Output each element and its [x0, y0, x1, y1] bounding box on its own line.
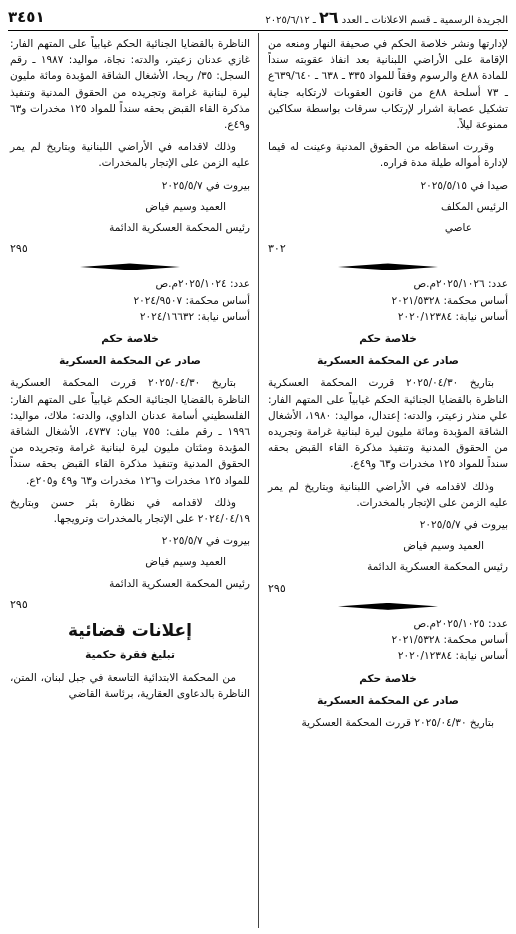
column-divider: [258, 33, 259, 928]
notice-ref: عدد: ٢٠٢٥/١٠٢٥م.ص: [413, 617, 508, 630]
signature-title: رئيس المحكمة العسكرية الدائمة: [109, 577, 250, 590]
header-publication: الجريدة الرسمية ـ قسم الاعلانات ـ العدد: [341, 14, 508, 26]
notice-text: من المحكمة الابتدائية التاسعة في جبل لبنان، المتن، الناظرة بالدعاوى العقارية، برئاسة القاضي: [10, 671, 250, 700]
separator: [10, 263, 250, 270]
signature-place-date: بيروت في ٢٠٢٥/٥/٧: [161, 535, 250, 548]
notice-subheading: صادر عن المحكمة العسكرية: [317, 355, 459, 368]
diamond-ornament: [338, 603, 438, 610]
notice-text: بتاريخ ٢٠٢٥/٠٤/٣٠ قررت المحكمة العسكرية الناظرة بالقضايا الجنائية الحكم غيابياً على المتهم الفار: الفلسطيني أسامة عدنان الداوي، والدته: ملاك، مواليد: ١٩٩٦ ـ رقم ملف: ٧٥٥ بيان: ٤٧٣٧، الأشغال الشاقة المؤبدة ومئتان مليون ليرة لبنانية غرامة وتجريده من الحقوق المدنية وتنفيذ مذكرة القاء القبض بحقه سنداً للمواد ١٢٥ مخدرات و١٢٦ مخدرات و٦٣ و٤٩ و٢٠٥ع.: [10, 377, 251, 487]
notice-text: بتاريخ ٢٠٢٥/٠٤/٣٠ قررت المحكمة العسكرية: [301, 716, 494, 729]
court-base: أساس محكمة: ٢٠٢٤/٩٥٠٧: [133, 294, 250, 307]
diamond-ornament: [338, 263, 438, 270]
header-issue-number: ٢٦: [319, 7, 339, 27]
notice-subheading: صادر عن المحكمة العسكرية: [59, 355, 201, 368]
notice-number: ٣٠٢: [268, 242, 286, 256]
section-title: إعلانات قضائية: [67, 621, 192, 642]
notice-text: وذلك لاقدامه في الأراضي اللبنانية وبتاريخ لم يمر عليه الزمن على الإتجار بالمخدرات.: [268, 480, 508, 509]
notice-heading: خلاصة حكم: [359, 672, 417, 685]
signature-title: رئيس المحكمة العسكرية الدائمة: [367, 561, 508, 574]
signature-place-date: بيروت في ٢٠٢٥/٥/٧: [161, 179, 250, 192]
notice-number: ٢٩٥: [10, 242, 28, 256]
signature-name: العميد وسيم فياض: [145, 556, 226, 569]
diamond-ornament: [80, 263, 180, 270]
right-column: [268, 36, 508, 737]
signature-title: رئيس المحكمة العسكرية الدائمة: [109, 222, 250, 235]
notice-text: وذلك لاقدامه في نظارة بئر حسن وبتاريخ ٢٠٢٤/٠٤/١٩ على الإتجار بالمخدرات وترويجها.: [10, 496, 250, 526]
notice-number: ٢٩٥: [268, 581, 286, 595]
notice-heading: تبليغ فقرة حكمية: [85, 649, 175, 662]
signature-place-date: بيروت في ٢٠٢٥/٥/٧: [419, 519, 508, 532]
court-base: أساس محكمة: ٢٠٢١/٥٣٢٨: [391, 294, 508, 307]
notice-ref: عدد: ٢٠٢٥/١٠٢٦م.ص: [413, 278, 508, 291]
notice-ref: عدد: ٢٠٢٥/١٠٢٤م.ص: [155, 278, 250, 291]
notice-text: وذلك لاقدامه في الأراضي اللبنانية وبتاريخ لم يمر عليه الزمن على الإتجار بالمخدرات.: [10, 141, 250, 170]
notice-text: بتاريخ ٢٠٢٥/٠٤/٣٠ قررت المحكمة العسكرية الناظرة بالقضايا الجنائية الحكم غيابياً على المتهم الفار: علي منذر زعيتر، والدته: إعتدال، مواليد: ١٩٨٠، الأشغال الشاقة المؤبدة ومائة مليون ليرة لبنانية غرامة وتجريده من الحقوق المدنية وتنفيذ مذكرة القاء القبض بحقه سنداً للمواد ١٢٥ مخدرات و٦٣ و٤٩ع.: [268, 377, 508, 471]
notice-number: ٢٩٥: [10, 597, 28, 611]
page-number: ٣٤٥١: [8, 8, 45, 26]
signature-place-date: صيدا في ٢٠٢٥/٥/١٥: [420, 179, 508, 192]
header-title: [265, 8, 508, 27]
notice-heading: خلاصة حكم: [101, 333, 159, 346]
signature-name: العميد وسيم فياض: [145, 200, 226, 213]
left-column: [10, 36, 250, 708]
notice-text: وقررت اسقاطه من الحقوق المدنية وعينت له قيما لإدارة أمواله طيلة مدة فراره.: [268, 141, 508, 170]
prosecution-base: أساس نيابة: ٢٠٢٠/١٢٣٨٤: [397, 310, 508, 323]
page-header: [8, 6, 508, 28]
notice-subheading: صادر عن المحكمة العسكرية: [317, 694, 459, 707]
prosecution-base: أساس نيابة: ٢٠٢٠/١٢٣٨٤: [397, 650, 508, 663]
notice-heading: خلاصة حكم: [359, 333, 417, 346]
court-base: أساس محكمة: ٢٠٢١/٥٣٢٨: [391, 634, 508, 647]
signature-title: الرئيس المكلف: [440, 200, 508, 213]
separator: [268, 263, 508, 270]
signature-name: العميد وسيم فياض: [403, 540, 484, 553]
prosecution-base: أساس نيابة: ٢٠٢٤/١٦٦٣٢: [139, 310, 250, 323]
separator: [268, 603, 508, 610]
notice-text: الناظرة بالقضايا الجنائية الحكم غيابياً على المتهم الفار: غازي عدنان زعيتر، والدته: نجاة، مواليد: ١٩٨٧ ـ رقم السجل: ٣٥/ ريحا، الأشغال الشاقة المؤبدة ومائة مليون ليرة لبنانية غرامة وتجريده من الحقوق المدنية وتنفيذ مذكرة القاء القبض بحقه سنداً للمواد ١٢٥ مخدرات و٦٣ و٤٩ع.: [10, 38, 250, 132]
header-rule: [8, 30, 508, 31]
notice-text: لإدارتها ونشر خلاصة الحكم في صحيفة النهار ومنعه من الإقامة على الأراضي اللبنانية بعد انفاذ عقوبته سنداً للمادة ٨٨ع والرسوم وفقاً للمواد ٣٣٥ ـ ٦٣٨ ـ ٦٣٩/٦٤٠ع ـ ٧٣ أسلحة ٨٨ع من قانون العقوبات لارتكابه جناية تشكيل عصابة اشرار لإرتكاب سرقات بواسطة سكاكين ممنوعة ليلاً.: [268, 38, 508, 132]
header-date: ـ ٢٠٢٥/٦/١٢: [265, 14, 316, 26]
signature-name: عاصي: [444, 222, 472, 235]
